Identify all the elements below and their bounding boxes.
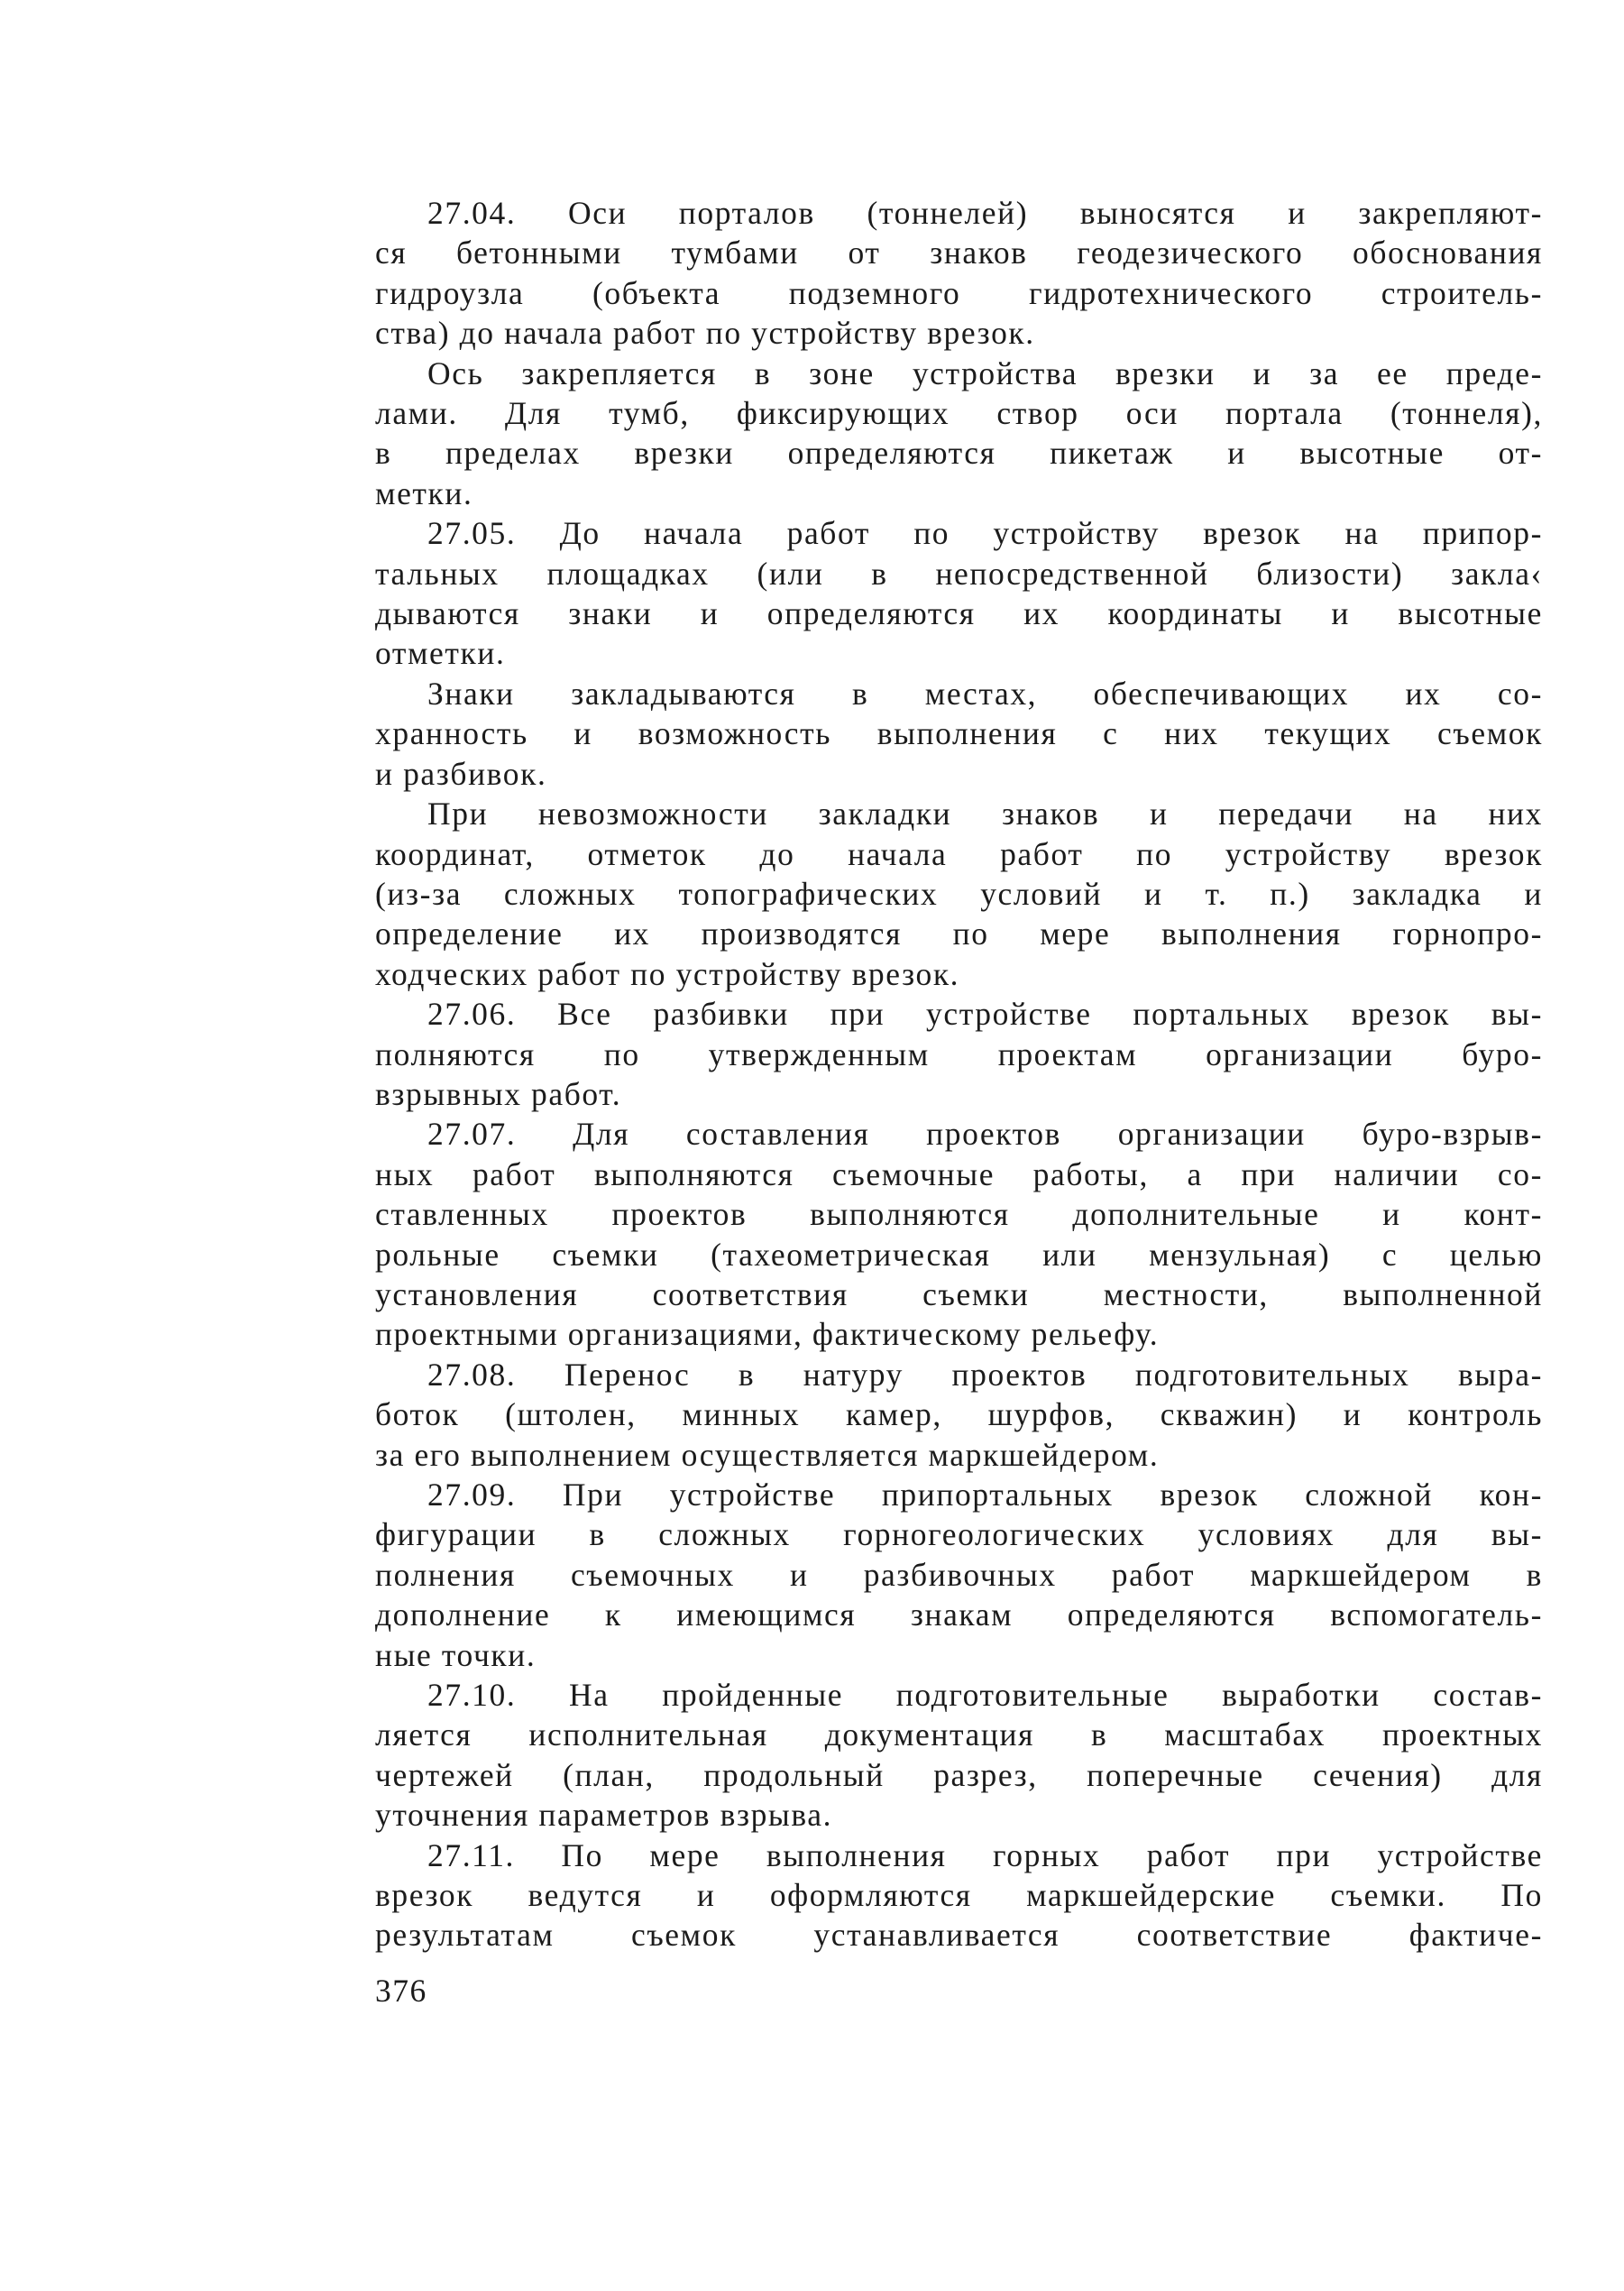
paragraph-27-04 bbox=[375, 193, 1543, 354]
text-line: метки. bbox=[375, 474, 473, 511]
text-line: полняются по утвержденным проектам организации буро- bbox=[375, 1035, 1543, 1072]
text-line: ляется исполнительная документация в масштабах проектных bbox=[375, 1716, 1543, 1753]
text-line: ставленных проектов выполняются дополнительные и конт- bbox=[375, 1196, 1543, 1233]
text-line: боток (штолен, минных камер, шурфов, скважин) и контроль bbox=[375, 1396, 1543, 1433]
paragraph-27-07 bbox=[375, 1114, 1543, 1354]
text-line: 27.08. Перенос в натуру проектов подготовительных выра- bbox=[427, 1356, 1543, 1393]
text-line: тальных площадках (или в непосредственной близости) закла‹ bbox=[375, 555, 1543, 592]
text-line: ства) до начала работ по устройству врезок. bbox=[375, 315, 1035, 352]
paragraph-27-11 bbox=[375, 1836, 1543, 1955]
text-line: (из-за сложных топографических условий и т. п.) закладка и bbox=[375, 875, 1543, 912]
body-text bbox=[375, 193, 1543, 1955]
text-line: в пределах врезки определяются пикетаж и высотные от- bbox=[375, 435, 1543, 472]
text-line: за его выполнением осуществляется маркшейдером. bbox=[375, 1436, 1160, 1473]
paragraph-27-09 bbox=[375, 1475, 1543, 1675]
paragraph-impossibility bbox=[375, 794, 1543, 994]
text-line: установления соответствия съемки местности, выполненной bbox=[375, 1275, 1543, 1312]
text-line: гидроузла (объекта подземного гидротехнического строитель- bbox=[375, 274, 1543, 311]
text-line: координат, отметок до начала работ по устройству врезок bbox=[375, 835, 1543, 872]
text-line: взрывных работ. bbox=[375, 1075, 622, 1112]
text-line: и разбивок. bbox=[375, 755, 547, 792]
text-line: Ось закрепляется в зоне устройства врезки и за ее преде- bbox=[427, 354, 1543, 391]
page-number: 376 bbox=[375, 1973, 427, 2009]
text-line: врезок ведутся и оформляются маркшейдерские съемки. По bbox=[375, 1877, 1543, 1914]
text-line: ных работ выполняются съемочные работы, а при наличии со- bbox=[375, 1155, 1543, 1192]
paragraph-27-08 bbox=[375, 1355, 1543, 1475]
text-line: рольные съемки (тахеометрическая или мензульная) с целью bbox=[375, 1236, 1543, 1273]
text-line: ходческих работ по устройству врезок. bbox=[375, 955, 960, 992]
text-line: При невозможности закладки знаков и передачи на них bbox=[427, 796, 1543, 833]
text-line: 27.09. При устройстве припортальных врезок сложной кон- bbox=[427, 1477, 1543, 1513]
paragraph-27-06 bbox=[375, 994, 1543, 1114]
text-line: ся бетонными тумбами от знаков геодезического обоснования bbox=[375, 235, 1543, 271]
text-line: определение их производятся по мере выполнения горнопро- bbox=[375, 915, 1543, 952]
paragraph-27-10 bbox=[375, 1675, 1543, 1836]
text-line: 27.04. Оси порталов (тоннелей) выносятся и закрепляют- bbox=[427, 195, 1543, 231]
text-line: 27.07. Для составления проектов организации буро-взрыв- bbox=[427, 1116, 1543, 1153]
text-line: Знаки закладываются в местах, обеспечивающих их со- bbox=[427, 675, 1543, 712]
text-line: дополнение к имеющимся знакам определяются вспомогатель- bbox=[375, 1596, 1543, 1633]
text-line: фигурации в сложных горногеологических условиях для вы- bbox=[375, 1516, 1543, 1553]
text-line: чертежей (план, продольный разрез, поперечные сечения) для bbox=[375, 1756, 1543, 1793]
text-line: проектными организациями, фактическому рельефу. bbox=[375, 1316, 1160, 1353]
text-line: 27.11. По мере выполнения горных работ при устройстве bbox=[427, 1836, 1543, 1873]
paragraph-marks-placement bbox=[375, 674, 1543, 794]
text-line: 27.05. До начала работ по устройству врезок на припор- bbox=[427, 515, 1543, 552]
text-line: полнения съемочных и разбивочных работ маркшейдером в bbox=[375, 1556, 1543, 1593]
paragraph-27-05 bbox=[375, 513, 1543, 674]
text-line: ные точки. bbox=[375, 1636, 537, 1673]
text-line: хранность и возможность выполнения с них текущих съемок bbox=[375, 715, 1543, 752]
text-line: 27.10. На пройденные подготовительные выработки состав- bbox=[427, 1677, 1543, 1714]
paragraph-axis-fixing bbox=[375, 354, 1543, 514]
text-line: лами. Для тумб, фиксирующих створ оси портала (тоннеля), bbox=[375, 395, 1543, 432]
text-line: 27.06. Все разбивки при устройстве портальных врезок вы- bbox=[427, 996, 1543, 1033]
text-line: дываются знаки и определяются их координаты и высотные bbox=[375, 595, 1543, 632]
text-line: отметки. bbox=[375, 635, 506, 672]
text-line: результатам съемок устанавливается соответствие фактиче- bbox=[375, 1917, 1543, 1954]
text-line: уточнения параметров взрыва. bbox=[375, 1797, 833, 1834]
